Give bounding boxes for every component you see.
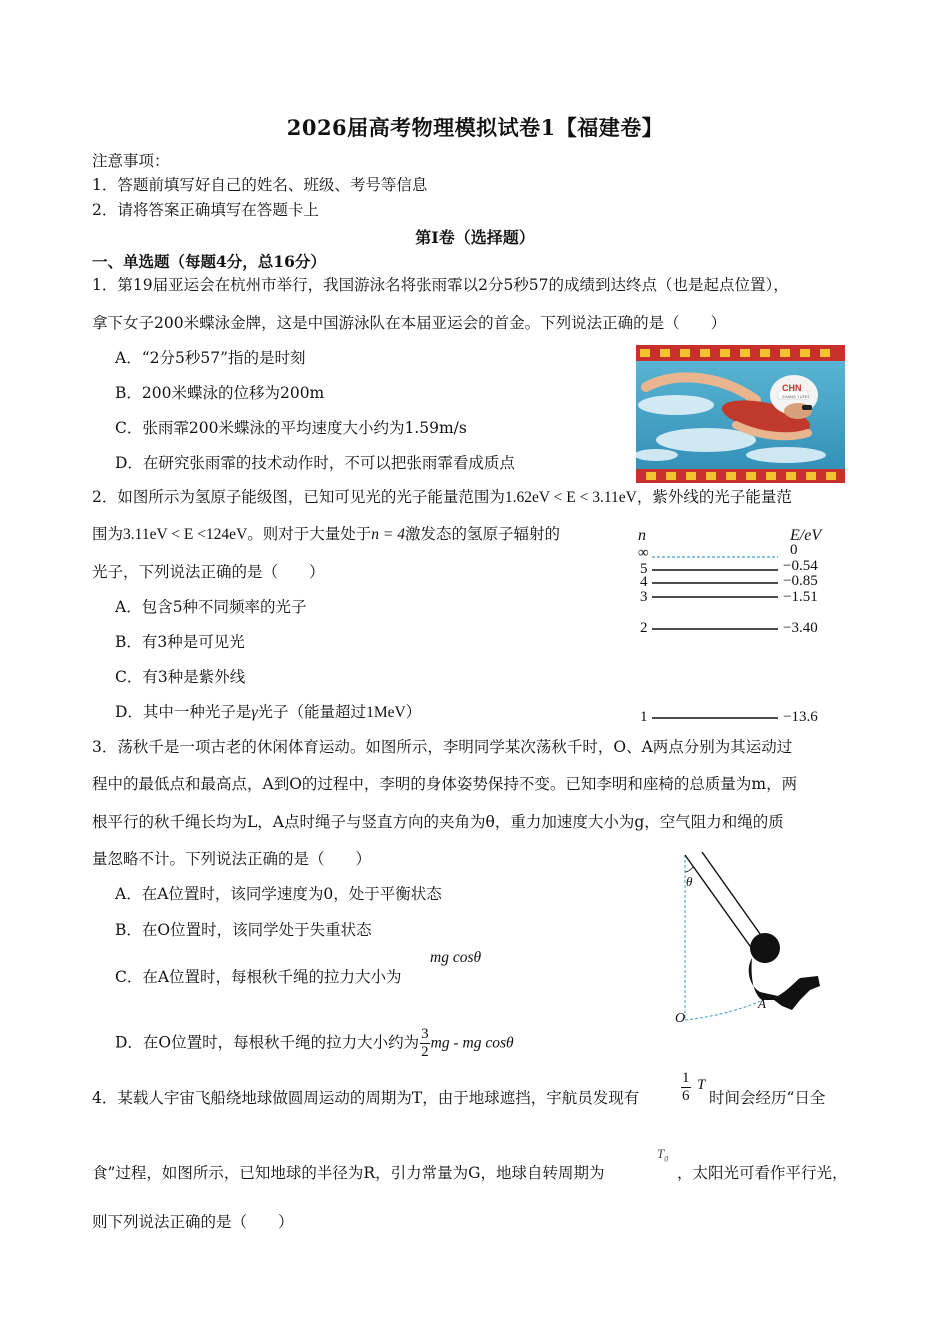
q2-stem-line3: 光子，下列说法正确的是（ ）	[92, 563, 325, 581]
q3-option-b: B．在O位置时，该同学处于失重状态	[115, 921, 372, 939]
q4-frac-den: 6	[682, 1088, 690, 1104]
level-n-1: 1	[640, 709, 648, 725]
q1-option-b: B．200米蝶泳的位移为200m	[115, 384, 325, 402]
q2-option-d-c: ）	[405, 703, 422, 721]
level-n-4: 4	[640, 574, 648, 590]
q2-stem-line2-b: 。则对于大量处于	[247, 525, 372, 543]
q2-option-d-a: D．其中一种光子是	[115, 703, 252, 721]
q2-stem-line1-b: ，紫外线的光子能量范	[636, 488, 792, 506]
cap-name-text: ZHANG YUFEI	[782, 394, 809, 399]
q1-option-d: D．在研究张雨霏的技术动作时，不可以把张雨霏看成质点	[115, 454, 515, 472]
level-n-5: 5	[640, 561, 648, 577]
q1-option-c: C．张雨霏200米蝶泳的平均速度大小约为1.59m/s	[115, 419, 467, 437]
q4-frac-num: 1	[682, 1070, 690, 1086]
level-n-3: 3	[640, 589, 648, 605]
swimmer-photo	[636, 345, 845, 483]
swing-point-a: A	[758, 996, 766, 1011]
q2-mev: 1MeV	[366, 704, 406, 721]
level-e-4: −0.85	[783, 573, 818, 589]
q3-stem-line4: 量忽略不计。下列说法正确的是（ ）	[92, 850, 372, 868]
q2-stem-line1-a: 2．如图所示为氢原子能级图，已知可见光的光子能量范围为	[92, 488, 505, 506]
exam-title: 2026届高考物理模拟试卷1【福建卷】	[286, 115, 664, 140]
cap-country-text: CHN	[782, 383, 802, 393]
level-e-2: −3.40	[783, 620, 818, 636]
q4-frac-t: T	[697, 1077, 706, 1093]
q1-stem-line2: 拿下女子200米蝶泳金牌，这是中国游泳队在本届亚运会的首金。下列说法正确的是（ ）	[92, 314, 727, 332]
level-n-2: 2	[640, 620, 648, 636]
q4-stem-line3: 则下列说法正确的是（ ）	[92, 1213, 294, 1231]
swing-theta-label: θ	[686, 874, 693, 889]
level-e-5: −0.54	[783, 558, 818, 574]
q4-t0-subscript: 0	[664, 1154, 669, 1164]
q4-fraction	[681, 1070, 691, 1105]
q3-option-d-formula: mg - mg cosθ	[430, 1034, 514, 1052]
fraction-denominator: 2	[421, 1044, 429, 1060]
q3-option-c: C．在A位置时，每根秋千绳的拉力大小为	[115, 968, 402, 986]
diagram-n-label: n	[638, 527, 646, 544]
q3-option-c-formula: mg cosθ	[430, 949, 482, 966]
q2-option-a: A．包含5种不同频率的光子	[115, 598, 307, 616]
q2-option-b: B．有3种是可见光	[115, 633, 245, 651]
q2-visible-range: 1.62eV < E < 3.11eV	[504, 489, 637, 506]
section-title: 一、单选题（每题4分，总16分）	[92, 252, 326, 271]
q2-n-value: n = 4	[371, 526, 405, 543]
q2-uv-range: 3.11eV < E <124eV	[123, 526, 248, 543]
q4-stem-line1-b: 时间会经历“日全	[709, 1089, 826, 1107]
q3-option-d-fraction	[420, 1026, 430, 1061]
q3-stem-line3: 根平行的秋千绳长均为L，A点时绳子与竖直方向的夹角为θ，重力加速度大小为g，空气阻力和绳的质	[92, 813, 784, 831]
swing-point-o: O	[675, 1011, 686, 1026]
part-title: 第I卷（选择题）	[415, 228, 535, 247]
q2-stem-line2-a: 围为	[92, 525, 124, 543]
q4-t0	[657, 1146, 668, 1164]
q3-option-d: D．在O位置时，每根秋千绳的拉力大小约为	[115, 1033, 420, 1052]
level-e-1: −13.6	[783, 709, 818, 725]
q1-option-a: A．“2分5秒57”指的是时刻	[115, 349, 306, 367]
q3-option-a: A．在A位置时，该同学速度为0，处于平衡状态	[115, 885, 442, 903]
q1-stem-line1: 1．第19届亚运会在杭州市举行，我国游泳名将张雨霏以2分5秒57的成绩到达终点（也是起点位置），	[92, 276, 789, 294]
diagram-e-label: E/eV	[790, 527, 822, 544]
q3-stem-line1: 3．荡秋千是一项古老的休闲体育运动。如图所示，李明同学某次荡秋千时，O、A两点分别为其运动过	[92, 738, 793, 756]
level-n-inf: ∞	[638, 545, 649, 561]
notice-item-1: 1．答题前填写好自己的姓名、班级、考号等信息	[92, 176, 428, 194]
q2-stem-line2-c: 激发态的氢原子辐射的	[405, 525, 561, 543]
notice-item-2: 2．请将答案正确填写在答题卡上	[92, 201, 319, 219]
q3-stem-line2: 程中的最低点和最高点，A到O的过程中，李明的身体姿势保持不变。已知李明和座椅的总质量为m，两	[92, 775, 798, 793]
q4-stem-line1-a: 4．某载人宇宙飞船绕地球做圆周运动的周期为T，由于地球遮挡，宇航员发现有	[92, 1089, 640, 1107]
q2-option-c: C．有3种是紫外线	[115, 668, 246, 686]
notice-heading: 注意事项：	[92, 152, 170, 170]
q4-t0-symbol: T	[657, 1146, 665, 1161]
q2-gamma-symbol: γ	[251, 704, 258, 721]
q4-stem-line2-a: 食”过程，如图所示，已知地球的半径为R，引力常量为G，地球自转周期为	[92, 1164, 605, 1182]
level-e-3: −1.51	[783, 589, 818, 605]
fraction-numerator: 3	[421, 1026, 429, 1042]
q4-stem-line2-b: ，太阳光可看作平行光，	[677, 1164, 848, 1182]
level-e-inf: 0	[790, 542, 798, 558]
q2-option-d-b: 光子（能量超过	[257, 703, 367, 721]
